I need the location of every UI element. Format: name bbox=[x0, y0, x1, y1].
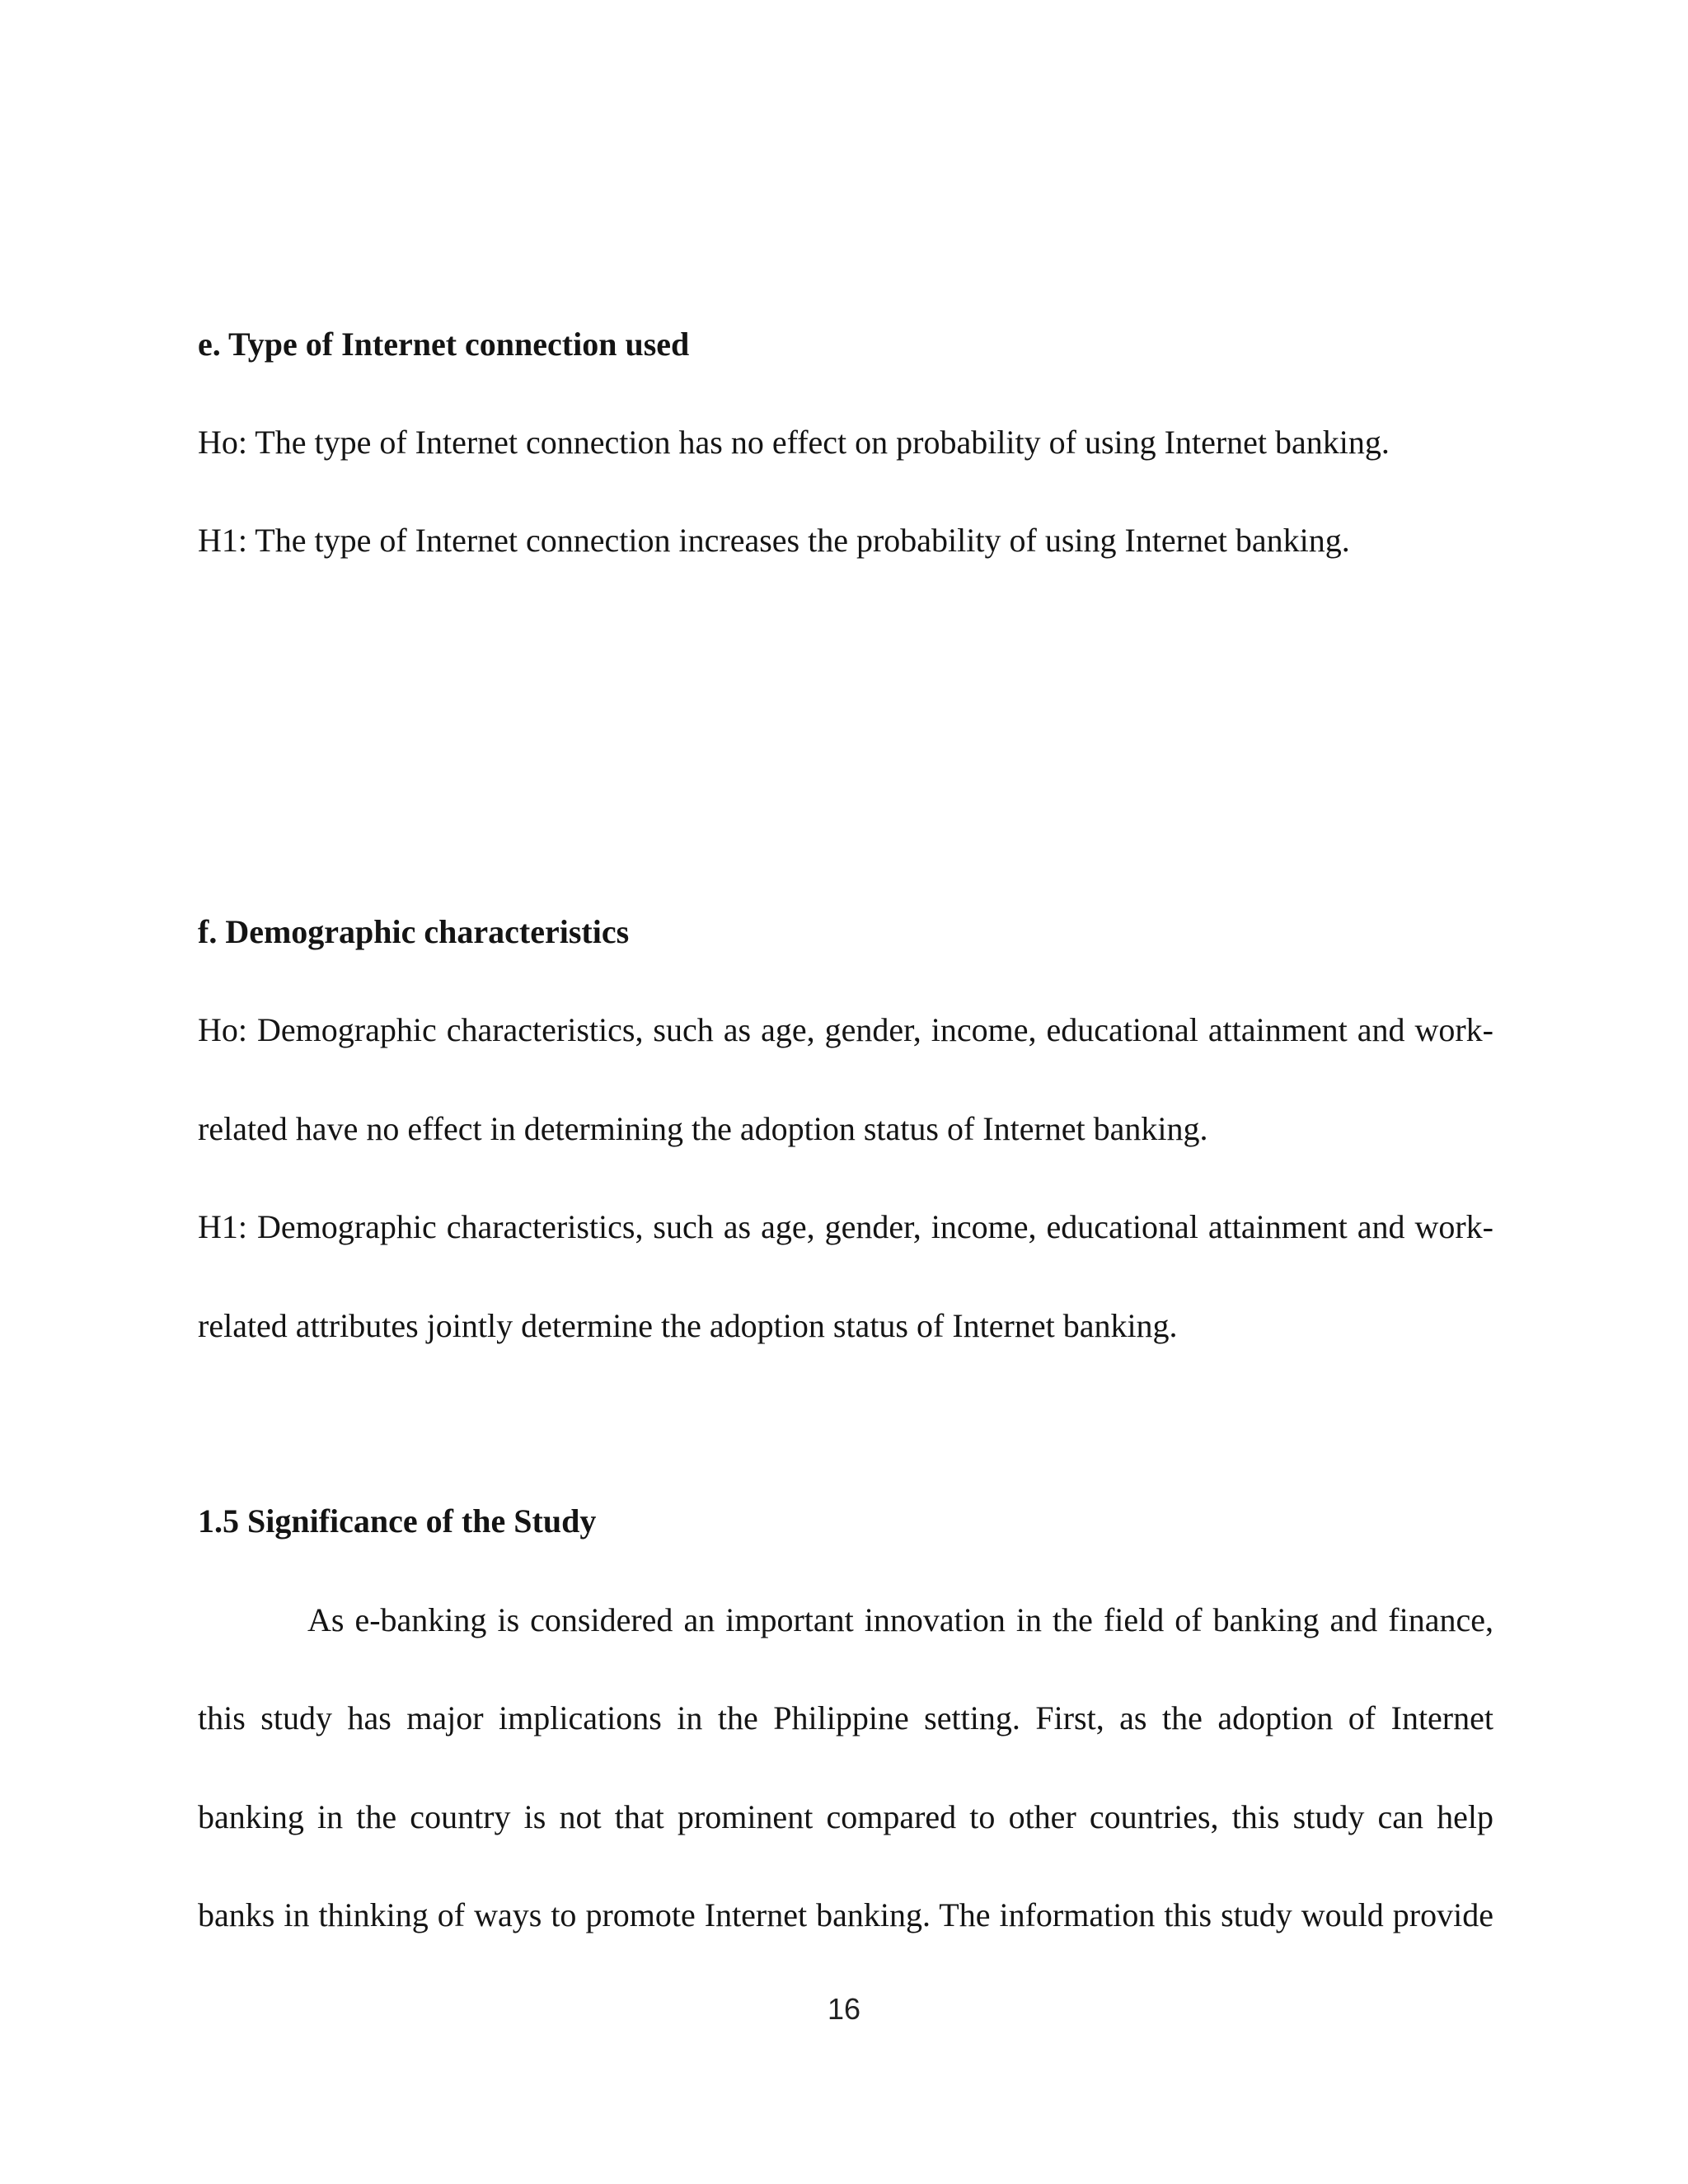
significance-paragraph-line-4: banks in thinking of ways to promote Internet banking. The information this study would provide bbox=[198, 1896, 1493, 1933]
section-f-null-hypothesis-line-1: Ho: Demographic characteristics, such as age, gender, income, educational attainment and work- bbox=[198, 1011, 1493, 1048]
section-1-5-heading: 1.5 Significance of the Study bbox=[198, 1502, 597, 1540]
section-f-alternative-hypothesis-line-1: H1: Demographic characteristics, such as age, gender, income, educational attainment and work- bbox=[198, 1208, 1493, 1245]
significance-paragraph-line-1: As e-banking is considered an important innovation in the field of banking and finance, bbox=[307, 1601, 1493, 1638]
section-e-heading: e. Type of Internet connection used bbox=[198, 326, 690, 363]
section-f-heading: f. Demographic characteristics bbox=[198, 913, 630, 950]
page-number: 16 bbox=[827, 1992, 861, 2026]
significance-paragraph-line-3: banking in the country is not that prominent compared to other countries, this study can help bbox=[198, 1798, 1493, 1835]
section-e-null-hypothesis: Ho: The type of Internet connection has no effect on probability of using Internet banking. bbox=[198, 424, 1390, 461]
section-e-alternative-hypothesis: H1: The type of Internet connection increases the probability of using Internet banking. bbox=[198, 522, 1350, 559]
section-f-alternative-hypothesis-line-2: related attributes jointly determine the adoption status of Internet banking. bbox=[198, 1307, 1178, 1344]
section-f-null-hypothesis-line-2: related have no effect in determining the adoption status of Internet banking. bbox=[198, 1110, 1208, 1147]
significance-paragraph-line-2: this study has major implications in the Philippine setting. First, as the adoption of Internet bbox=[198, 1699, 1493, 1736]
